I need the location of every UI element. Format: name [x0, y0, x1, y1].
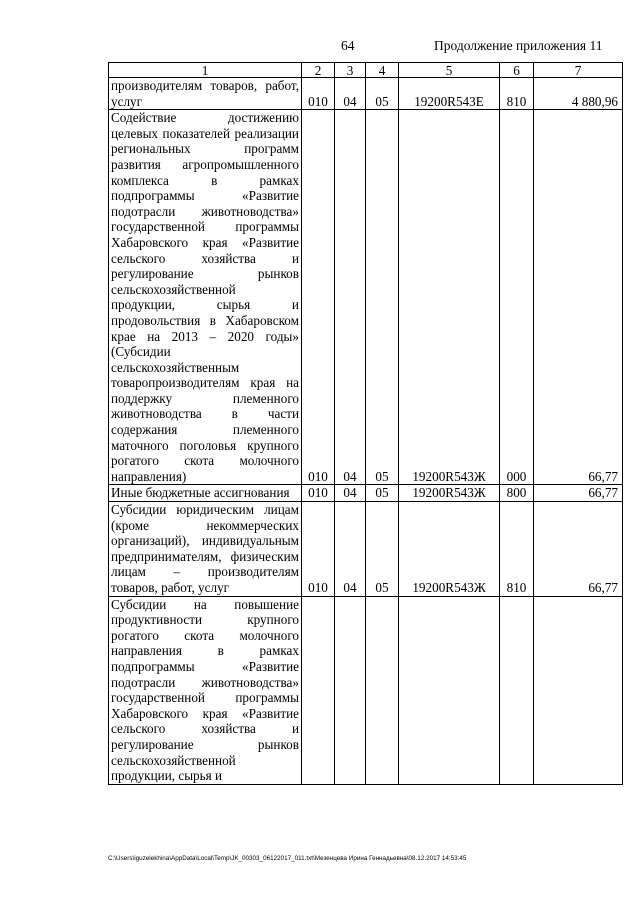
row-description: Субсидии юридическим лицам (кроме некоммерческих организаций), индивидуальным предпринимателям, физическим лицам – производителям товаров, работ, услуг — [109, 502, 302, 597]
cell-target: 19200R543Е — [399, 78, 500, 110]
cell-section — [335, 596, 366, 784]
cell-expense-type: 800 — [500, 485, 534, 502]
cell-section: 04 — [335, 78, 366, 110]
table-row — [109, 110, 623, 485]
header-cell: 6 — [500, 63, 534, 78]
cell-subsection: 05 — [366, 502, 399, 597]
cell-subsection — [366, 596, 399, 784]
cell-code — [302, 596, 335, 784]
cell-subsection: 05 — [366, 110, 399, 485]
cell-target: 19200R543Ж — [399, 502, 500, 597]
cell-amount: 66,77 — [534, 485, 623, 502]
row-description: производителям товаров, работ, услуг — [109, 78, 302, 110]
page-number: 64 — [341, 38, 355, 53]
cell-amount — [534, 596, 623, 784]
cell-amount: 4 880,96 — [534, 78, 623, 110]
header-cell: 2 — [302, 63, 335, 78]
cell-section: 04 — [335, 485, 366, 502]
header-cell: 4 — [366, 63, 399, 78]
cell-section: 04 — [335, 110, 366, 485]
table-row — [109, 485, 623, 502]
table-row — [109, 596, 623, 784]
cell-code: 010 — [302, 502, 335, 597]
budget-table — [108, 62, 623, 785]
header-cell: 5 — [399, 63, 500, 78]
cell-amount: 66,77 — [534, 502, 623, 597]
cell-target: 19200R543Ж — [399, 485, 500, 502]
header-cell: 1 — [109, 63, 302, 78]
cell-target: 19200R543Ж — [399, 110, 500, 485]
table-row — [109, 78, 623, 110]
cell-section: 04 — [335, 502, 366, 597]
cell-subsection: 05 — [366, 78, 399, 110]
file-path-footer: C:\Users\iguzelekhina\AppData\Local\Temp\JK_00303_06122017_011.txt\Мезенцева Ирина Геннадьевна\08.12.2017 14:53:45 — [108, 855, 467, 862]
cell-expense-type: 810 — [500, 78, 534, 110]
header-cell: 7 — [534, 63, 623, 78]
row-description: Содействие достижению целевых показателей реализации региональных программ развития агропромышленного комплекса в рамках подпрограммы «Развитие подотрасли животноводства» государственной программы Хабаровского края «Развитие сельского хозяйства и регулирование рынков сельскохозяйственной продукции, сырья и продовольствия в Хабаровском крае на 2013 – 2020 годы» (Субсидии сельскохозяйственным товаропроизводителям края на поддержку племенного животноводства в части содержания племенного маточного поголовья крупного рогатого скота молочного направления) — [109, 110, 302, 485]
cell-code: 010 — [302, 110, 335, 485]
header-cell: 3 — [335, 63, 366, 78]
cell-expense-type: 000 — [500, 110, 534, 485]
cell-expense-type: 810 — [500, 502, 534, 597]
cell-code: 010 — [302, 485, 335, 502]
row-description: Иные бюджетные ассигнования — [109, 485, 302, 502]
cell-subsection: 05 — [366, 485, 399, 502]
header-row — [109, 63, 623, 78]
table-row — [109, 502, 623, 597]
cell-expense-type — [500, 596, 534, 784]
cell-code: 010 — [302, 78, 335, 110]
cell-amount: 66,77 — [534, 110, 623, 485]
row-description: Субсидии на повышение продуктивности крупного рогатого скота молочного направления в рамках подпрограммы «Развитие подотрасли животноводства» государственной программы Хабаровского края «Развитие сельского хозяйства и регулирование рынков сельскохозяйственной продукции, сырья и — [109, 596, 302, 784]
continuation-label: Продолжение приложения 11 — [434, 38, 603, 53]
cell-target — [399, 596, 500, 784]
